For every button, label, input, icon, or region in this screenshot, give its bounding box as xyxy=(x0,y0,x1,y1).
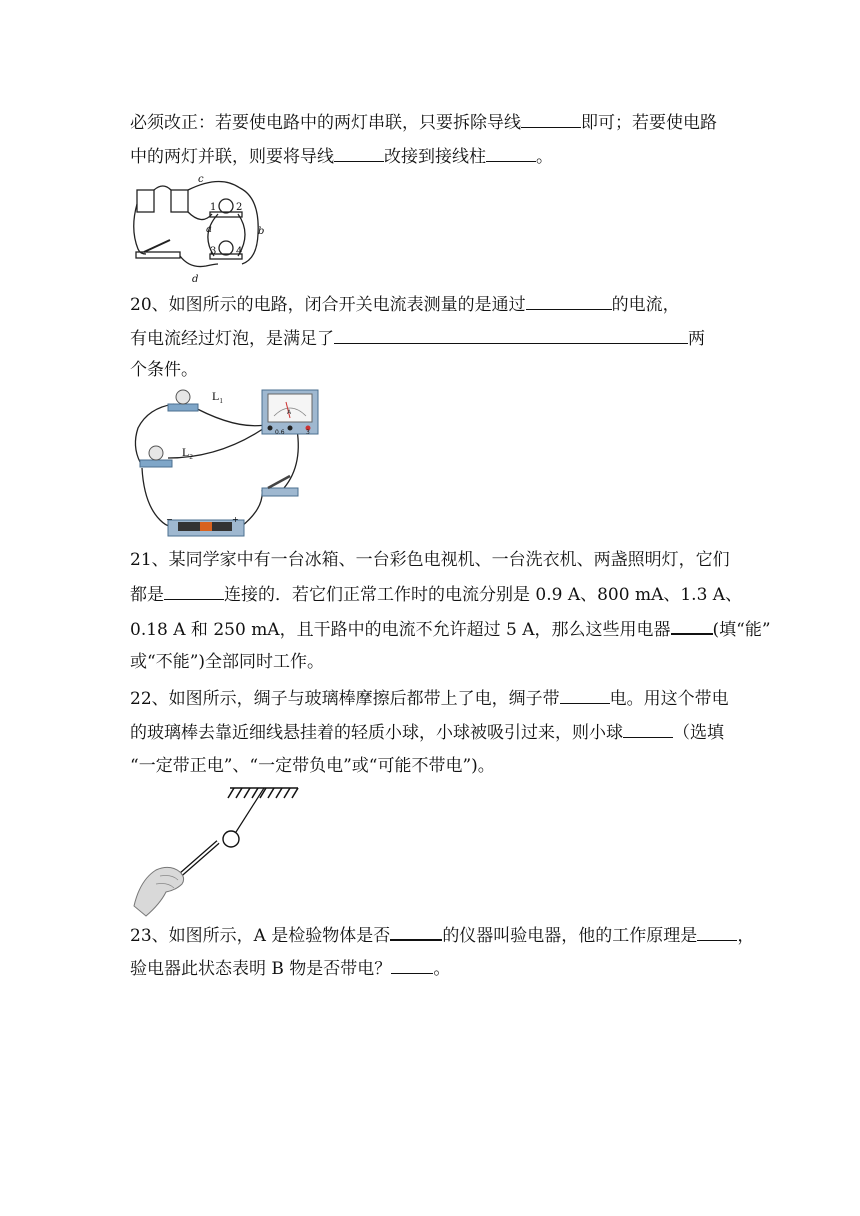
q20-line-2 xyxy=(130,326,705,351)
q19-blank-2[interactable] xyxy=(334,144,384,162)
q23-text: 的仪器叫验电器，他的工作原理是 xyxy=(442,926,698,946)
q19-blank-1[interactable] xyxy=(521,110,581,128)
q21-line-1 xyxy=(130,548,730,572)
terminal-1: 1 xyxy=(210,202,217,213)
q20-text: 个条件。 xyxy=(130,360,198,380)
q21-text: (填“能” xyxy=(712,620,771,640)
q19-text: 。 xyxy=(536,147,553,167)
q21-text: 都是 xyxy=(130,585,164,605)
label-l2-sub: 2 xyxy=(189,453,193,461)
thread xyxy=(236,788,264,832)
q22-blank-2[interactable] xyxy=(623,720,673,738)
q20-text: 的电流， xyxy=(611,295,680,315)
q20-text: 两 xyxy=(688,329,705,349)
q20-text: 20、如图所示的电路，闭合开关电流表测量的是通过 xyxy=(130,295,526,315)
q19-text: 中的两灯并联，则要将导线 xyxy=(130,147,334,167)
q21-text: 21、某同学家中有一台冰箱、一台彩色电视机、一台洗衣机、两盏照明灯，它们 xyxy=(130,550,730,570)
q20-line-3 xyxy=(130,358,198,382)
q23-text: 23、如图所示，A 是检验物体是否 xyxy=(130,926,391,946)
q19-line-2 xyxy=(130,144,553,169)
q21-text: 0.18 A 和 250 mA，且干路中的电流不允许超过 5 A，那么这些用电器 xyxy=(130,620,671,640)
bulb-l2 xyxy=(140,446,172,467)
q20-blank-2[interactable] xyxy=(334,326,688,344)
q23-text: 。 xyxy=(433,959,451,979)
q23-blank-2[interactable] xyxy=(697,923,737,941)
wire-label-c: c xyxy=(198,174,204,185)
q20-text: 有电流经过灯泡，是满足了 xyxy=(130,329,334,349)
q22-text: 电。用这个带电 xyxy=(609,689,729,709)
q19-circuit-figure xyxy=(130,174,280,286)
label-l1-sub: 1 xyxy=(219,397,223,405)
q21-text: 连接的．若它们正常工作时的电流分别是 0.9 A、800 mA、1.3 A、 xyxy=(224,585,743,605)
q21-blank-2[interactable] xyxy=(671,616,713,635)
switch xyxy=(262,476,298,496)
svg-text:L2 xyxy=(182,445,193,461)
bulb-l1 xyxy=(168,390,198,411)
terminal-2: 2 xyxy=(236,202,243,213)
q20-circuit-figure xyxy=(128,384,328,540)
wire-label-d: d xyxy=(192,274,199,285)
q22-line-3 xyxy=(130,754,495,778)
q23-text: 验电器此状态表明 B 物是否带电？ xyxy=(130,959,392,979)
q22-text: （选填 xyxy=(673,723,724,743)
q23-text: ， xyxy=(737,926,755,946)
q21-blank-1[interactable] xyxy=(164,582,224,600)
label-l1: L xyxy=(212,389,220,403)
q21-line-4 xyxy=(130,650,324,674)
battery-minus: − xyxy=(166,515,173,524)
q22-line-2 xyxy=(130,720,724,745)
q23-blank-1[interactable] xyxy=(390,922,442,941)
q23-line-1 xyxy=(130,922,754,948)
q19-text: 必须改正：若要使电路中的两灯串联，只要拆除导线 xyxy=(130,113,521,133)
q20-blank-1[interactable] xyxy=(526,292,612,310)
meter-a-label: A xyxy=(287,409,292,416)
q23-line-2 xyxy=(130,956,450,981)
battery-cell xyxy=(171,190,188,212)
svg-text:L1 xyxy=(212,389,223,405)
q22-figure xyxy=(130,780,310,920)
q21-line-3 xyxy=(130,616,771,642)
q22-text: “一定带正电”、“一定带负电”或“可能不带电”)。 xyxy=(130,756,495,776)
terminal-3: 3 xyxy=(210,246,217,257)
battery-cell xyxy=(137,190,154,212)
terminal-4: 4 xyxy=(236,246,243,257)
q22-text: 的玻璃棒去靠近细线悬挂着的轻质小球，小球被吸引过来，则小球 xyxy=(130,723,623,743)
wire-label-b: b xyxy=(258,226,265,237)
q19-text: 即可；若要使电路 xyxy=(581,113,717,133)
q19-text: 改接到接线柱 xyxy=(384,147,486,167)
q19-line-1 xyxy=(130,110,717,135)
meter-06-label: 0.6 xyxy=(275,429,285,436)
q19-blank-3[interactable] xyxy=(486,144,536,162)
hand-icon xyxy=(134,867,184,916)
meter-3-label: 3 xyxy=(306,429,310,436)
ball xyxy=(223,831,239,847)
q21-text: 或“不能”)全部同时工作。 xyxy=(130,652,325,672)
q22-text: 22、如图所示，绸子与玻璃棒摩擦后都带上了电，绸子带 xyxy=(130,689,560,709)
wire-label-a: a xyxy=(206,224,212,235)
label-l2: L xyxy=(182,445,190,459)
q21-line-2 xyxy=(130,582,742,607)
battery-plus: + xyxy=(232,515,239,524)
q22-blank-1[interactable] xyxy=(560,686,610,704)
q22-line-1 xyxy=(130,686,729,711)
q23-blank-3[interactable] xyxy=(391,956,433,974)
q20-line-1 xyxy=(130,292,680,317)
